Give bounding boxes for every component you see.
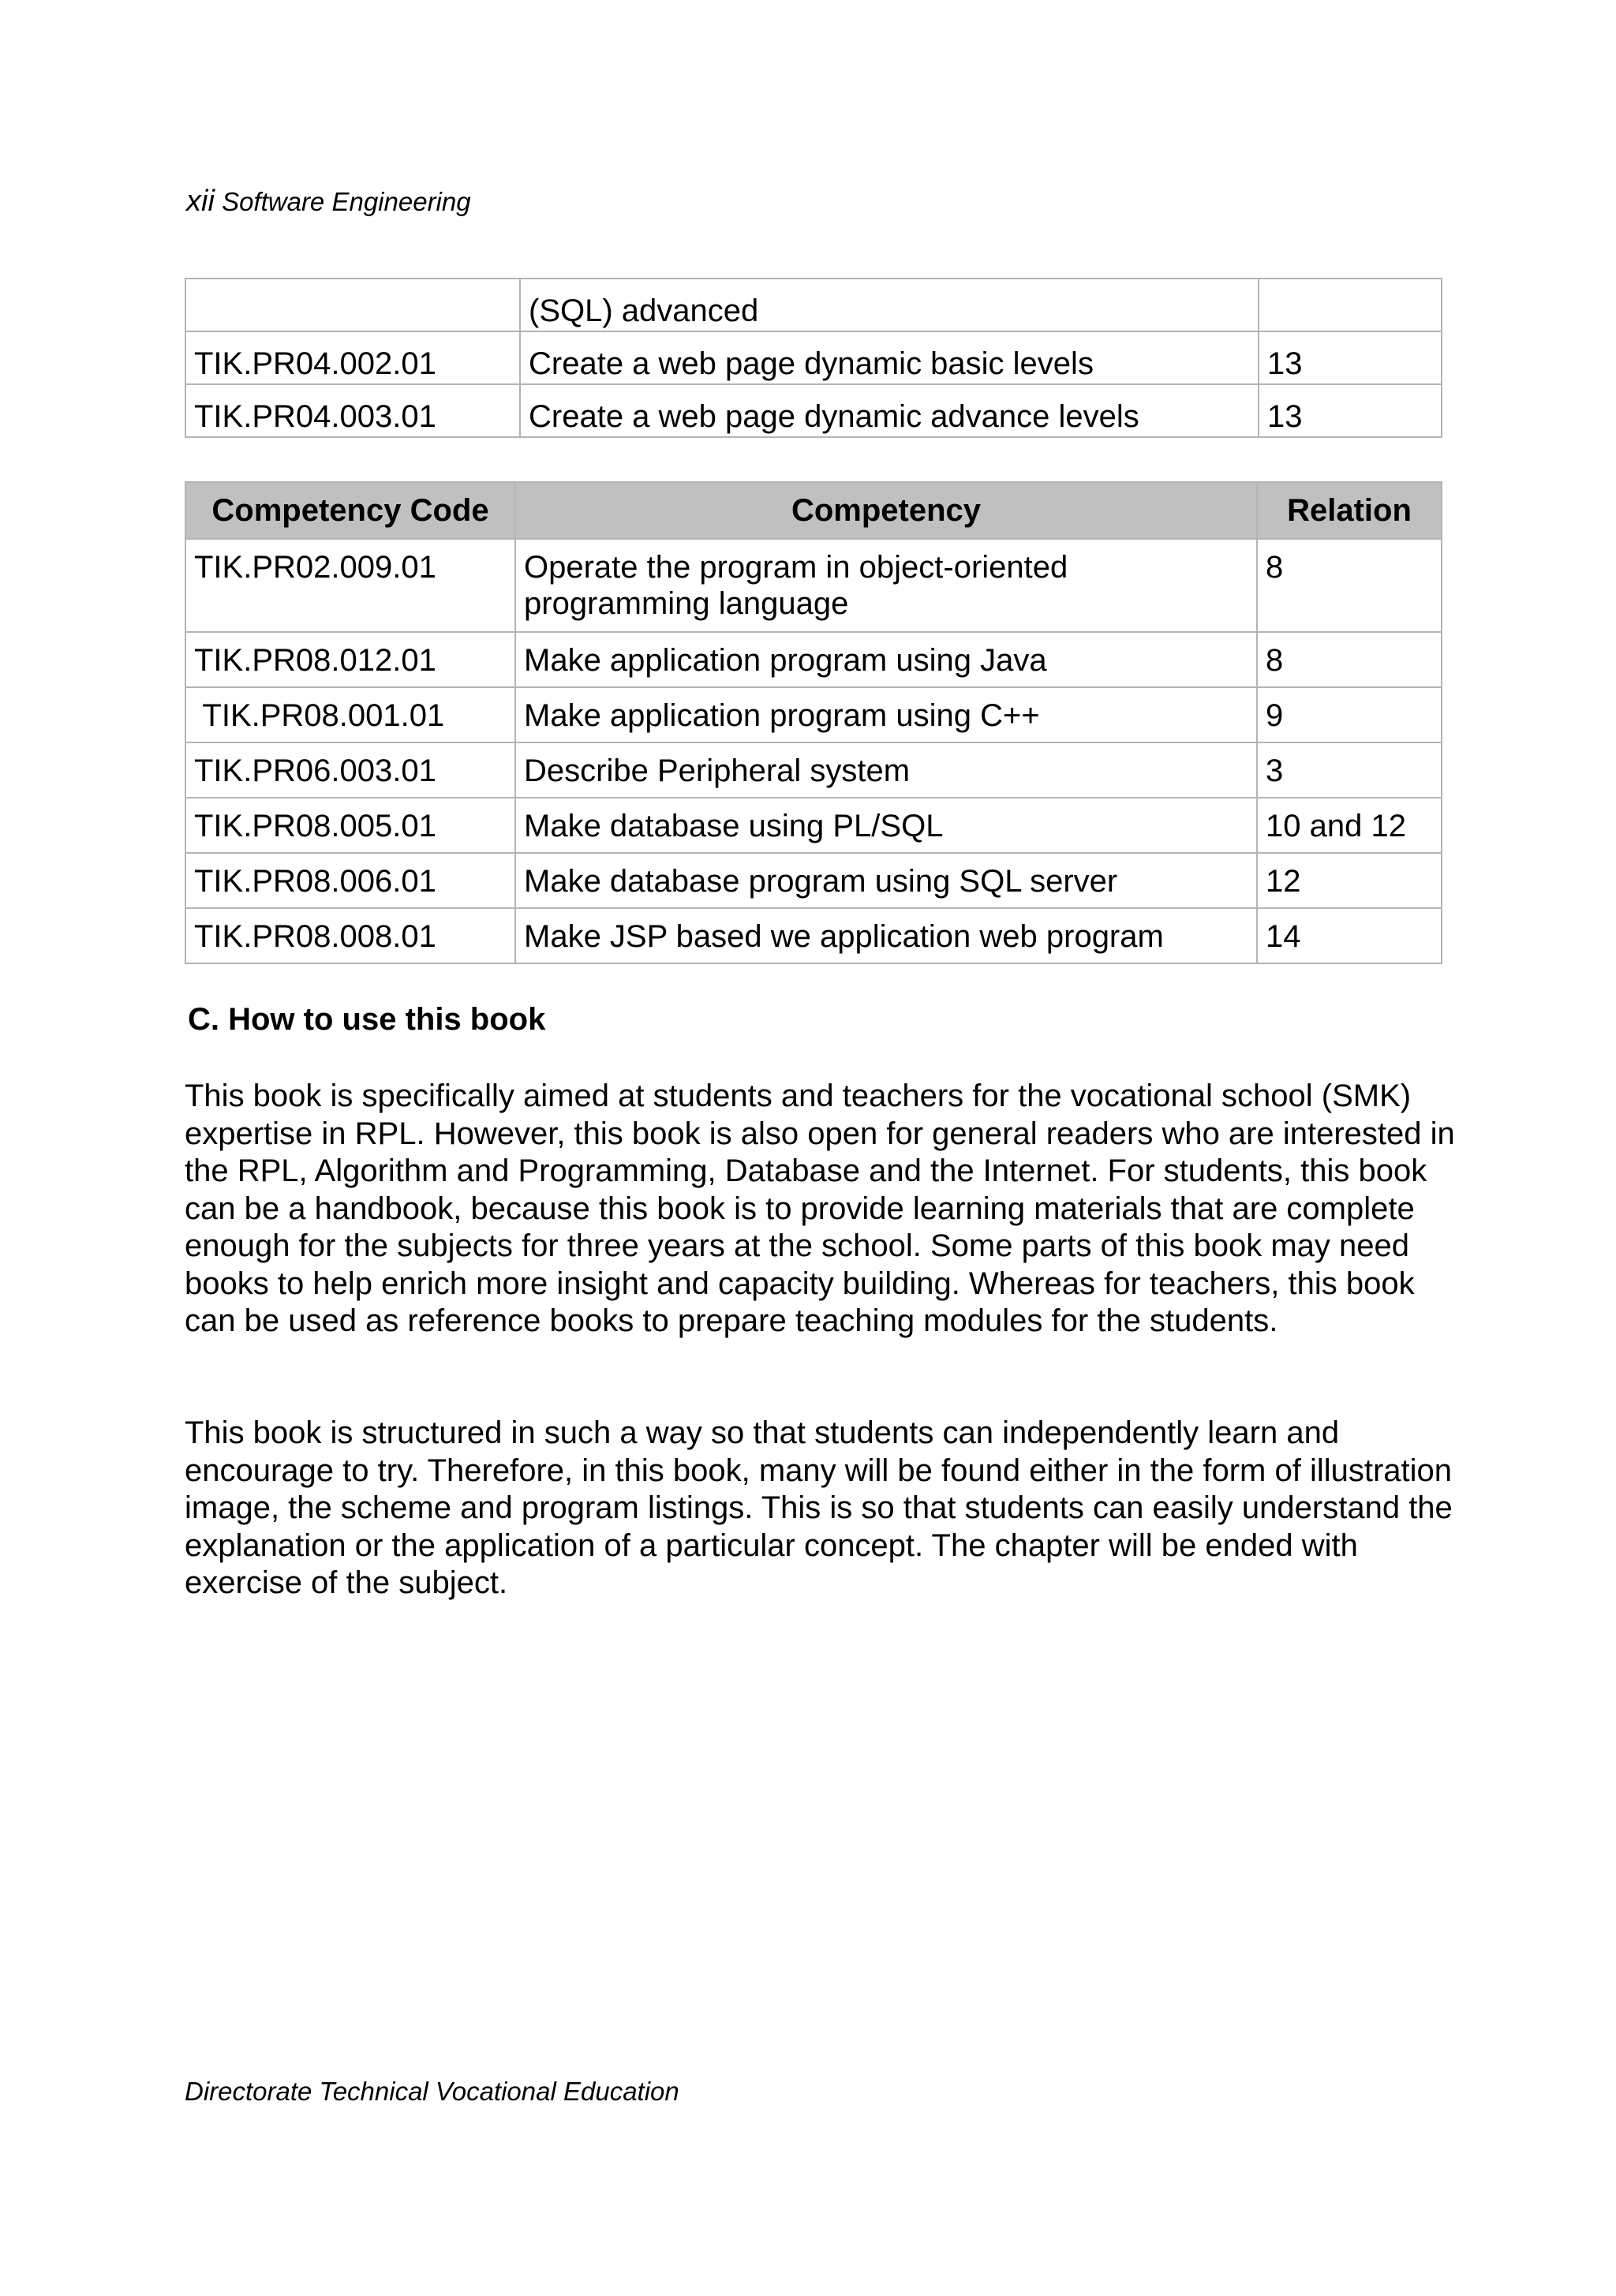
competency-cell: Create a web page dynamic basic levels — [520, 331, 1259, 384]
relation-cell: 8 — [1257, 539, 1442, 632]
competency-cell: Create a web page dynamic advance levels — [520, 384, 1259, 437]
column-header-code: Competency Code — [185, 482, 515, 539]
column-header-competency: Competency — [515, 482, 1257, 539]
table-row — [185, 539, 1442, 632]
competency-table-continuation — [185, 278, 1442, 438]
relation-cell: 13 — [1259, 331, 1442, 384]
table-row — [185, 908, 1442, 963]
competency-cell: (SQL) advanced — [520, 279, 1259, 331]
table-row — [185, 279, 1442, 331]
table-row — [185, 853, 1442, 908]
column-header-relation: Relation — [1257, 482, 1442, 539]
relation-cell: 10 and 12 — [1257, 798, 1442, 853]
running-footer: Directorate Technical Vocational Education — [185, 2077, 679, 2106]
relation-cell: 9 — [1257, 687, 1442, 742]
body-paragraph: This book is structured in such a way so that students can independently learn and encourage to try. Therefore, in this book, many will be found either in the form of illustration image, the scheme and program listings. This is so that students can easily understand the explanation or the application of a particular concept. The chapter will be ended with exercise of the subject. — [185, 1415, 1453, 1600]
competency-cell: Operate the program in object-oriented programming language — [515, 539, 1257, 632]
relation-cell: 12 — [1257, 853, 1442, 908]
page-number: xii — [186, 185, 215, 218]
body-paragraph: This book is specifically aimed at students and teachers for the vocational school (SMK) expertise in RPL. However, this book is also open for general readers who are interested in the RPL, Algorithm and Programming, Database and the Internet. For students, this book can be a handbook, because this book is to provide learning materials that are complete enough for the subjects for three years at the school. Some parts of this book may need books to help enrich more insight and capacity building. Whereas for teachers, this book can be used as reference books to prepare teaching modules for the students. — [185, 1079, 1455, 1338]
competency-code-cell: TIK.PR02.009.01 — [185, 539, 515, 632]
competency-code-cell: TIK.PR08.005.01 — [185, 798, 515, 853]
section-heading: C. How to use this book — [188, 1002, 546, 1037]
table-row — [185, 384, 1442, 437]
competency-code-cell: TIK.PR08.001.01 — [185, 687, 515, 742]
table-row — [185, 798, 1442, 853]
relation-cell: 8 — [1257, 632, 1442, 687]
competency-cell: Make database program using SQL server — [515, 853, 1257, 908]
competency-code-cell — [185, 279, 520, 331]
relation-cell: 14 — [1257, 908, 1442, 963]
competency-cell: Make JSP based we application web program — [515, 908, 1257, 963]
table-row — [185, 687, 1442, 742]
book-title: Software Engineering — [222, 187, 471, 216]
relation-cell — [1259, 279, 1442, 331]
competency-cell: Make database using PL/SQL — [515, 798, 1257, 853]
competency-code-cell: TIK.PR08.008.01 — [185, 908, 515, 963]
competency-code-cell: TIK.PR04.002.01 — [185, 331, 520, 384]
competency-table — [185, 481, 1442, 964]
competency-cell: Describe Peripheral system — [515, 742, 1257, 798]
table-row — [185, 742, 1442, 798]
competency-code-cell: TIK.PR06.003.01 — [185, 742, 515, 798]
competency-cell: Make application program using C++ — [515, 687, 1257, 742]
relation-cell: 13 — [1259, 384, 1442, 437]
table-header-row — [185, 482, 1442, 539]
competency-code-cell: TIK.PR08.006.01 — [185, 853, 515, 908]
table-row — [185, 331, 1442, 384]
competency-code-cell: TIK.PR04.003.01 — [185, 384, 520, 437]
relation-cell: 3 — [1257, 742, 1442, 798]
competency-code-cell: TIK.PR08.012.01 — [185, 632, 515, 687]
competency-cell: Make application program using Java — [515, 632, 1257, 687]
running-header — [186, 185, 471, 219]
table-row — [185, 632, 1442, 687]
